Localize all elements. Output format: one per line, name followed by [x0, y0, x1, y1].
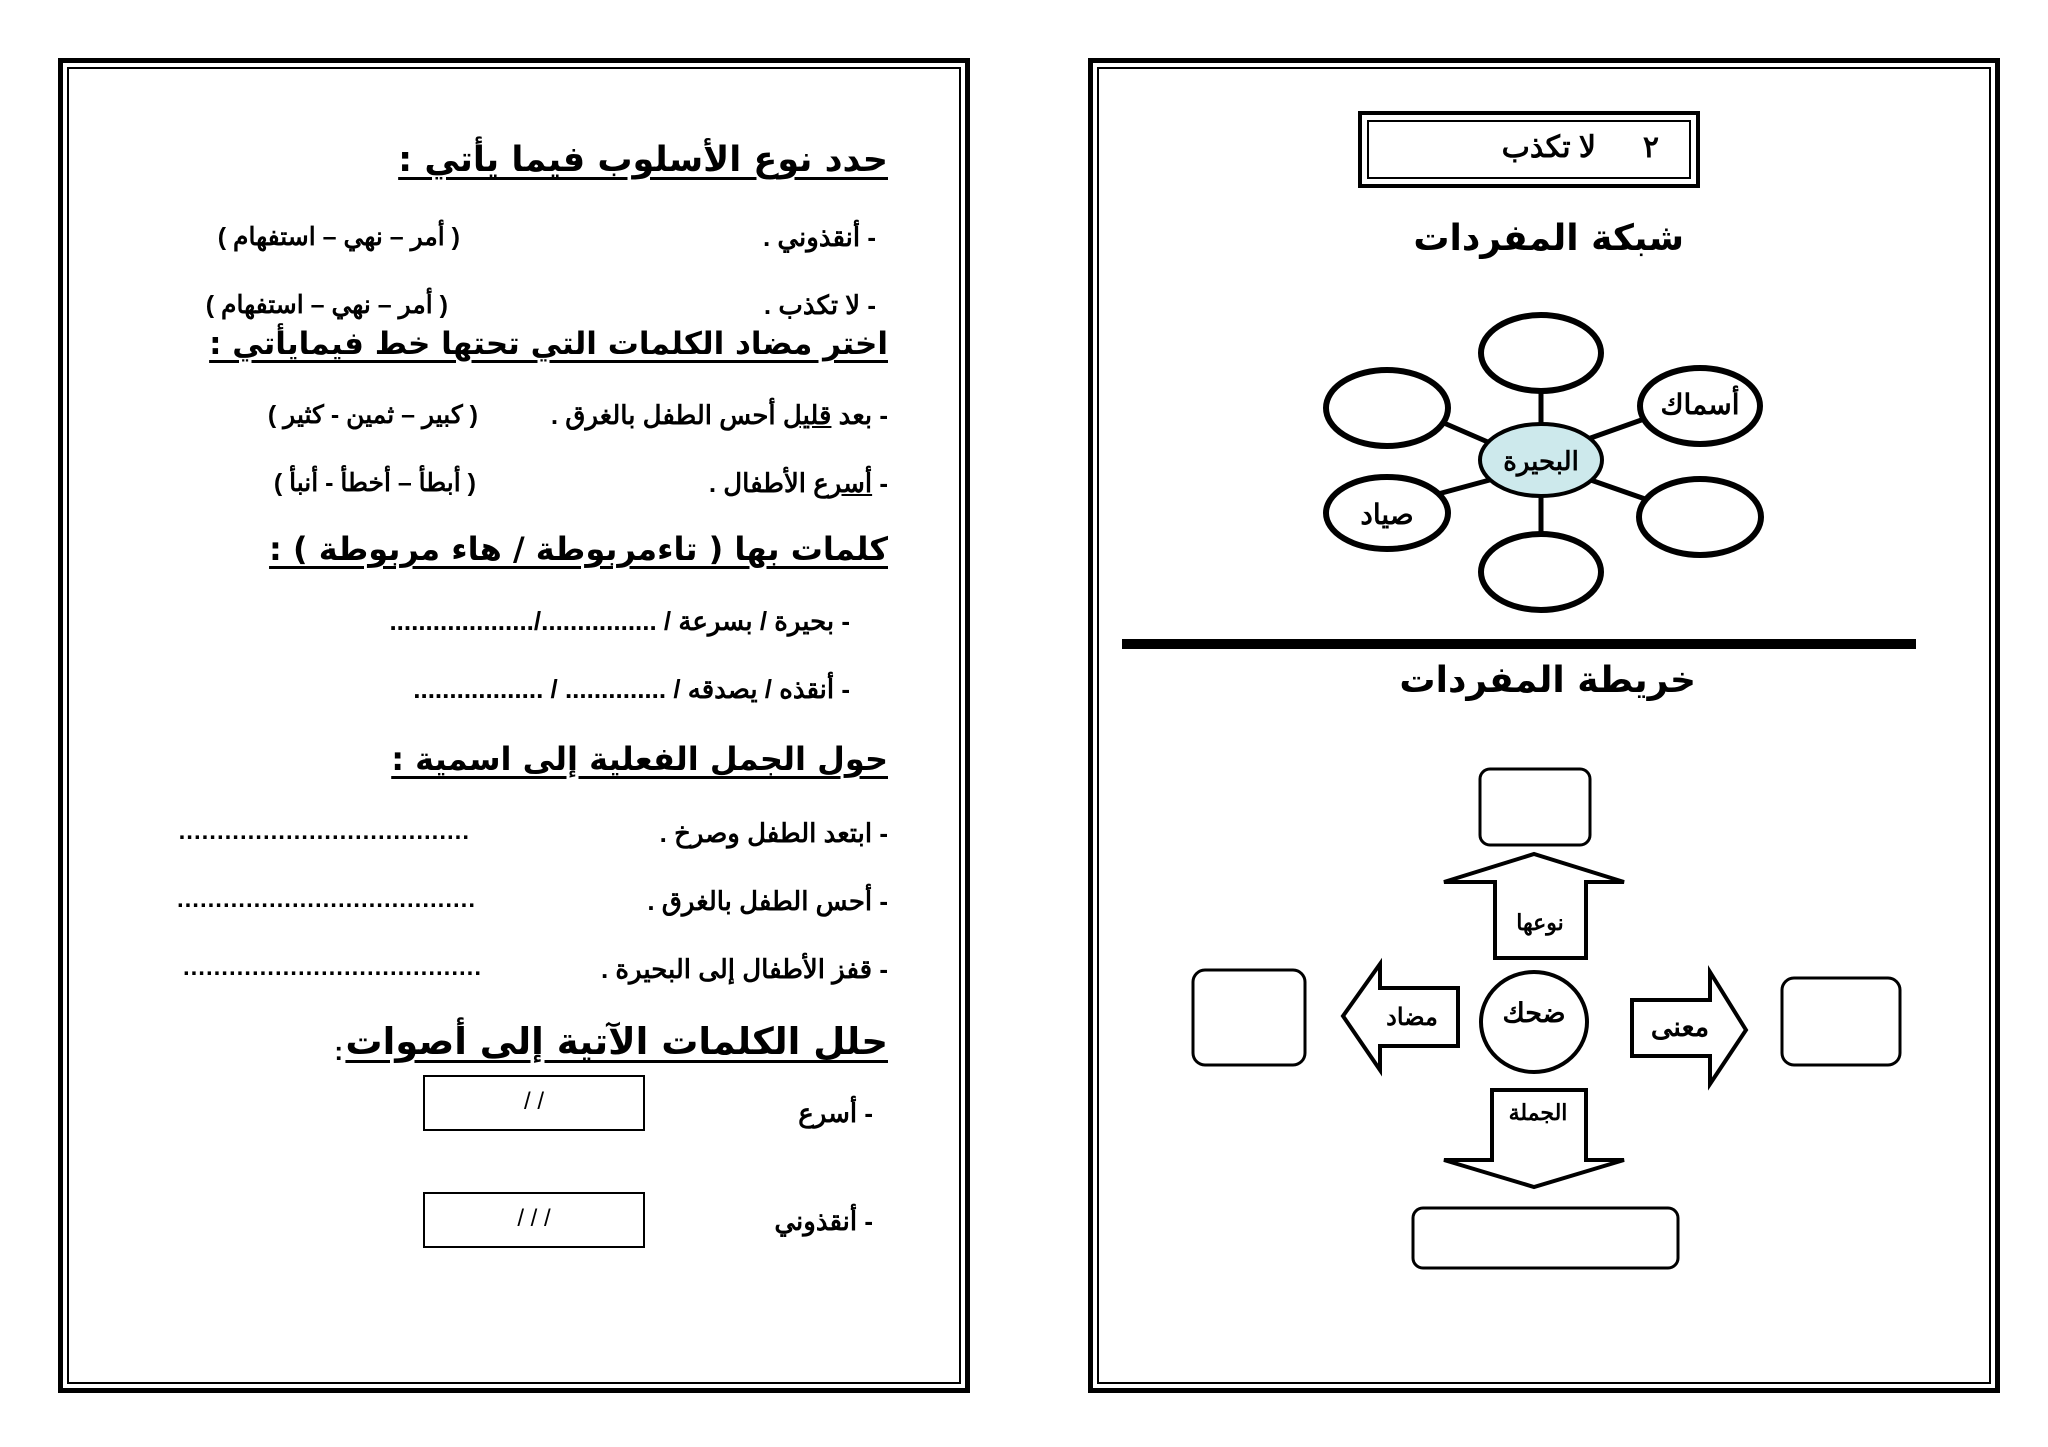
q4-item-2: - أحس الطفل بالغرق . — [647, 886, 888, 916]
q4-item-1: - ابتعد الطفل وصرخ . — [659, 818, 888, 848]
web-node-upper-left[interactable] — [1326, 370, 1448, 446]
q1-options-2: ( أمر – نهي – استفهام ) — [205, 291, 448, 319]
map-box-top[interactable] — [1480, 769, 1590, 845]
q2-item-2-underlined: أسرع — [813, 468, 873, 498]
q4-dots-2: ....................................... — [176, 886, 476, 913]
map-box-right[interactable] — [1782, 978, 1900, 1065]
web-node-lower-right[interactable] — [1639, 479, 1761, 555]
map-arrow-up — [1444, 854, 1624, 958]
map-center-label: ضحك — [1502, 998, 1566, 1028]
map-arrow-right-label: معنى — [1650, 1012, 1710, 1042]
q5-word-1: - أسرع — [798, 1098, 873, 1128]
web-label-bottom-left: صياد — [1360, 499, 1414, 530]
web-center-label: البحيرة — [1503, 446, 1579, 476]
q3-row-2: - أنقذه / يصدقه / .............. / .................. — [413, 674, 850, 704]
q2-heading: اختر مضاد الكلمات التي تحتها خط فيمايأتي : — [209, 326, 888, 362]
q5-heading: حلل الكلمات الآتية إلى أصوات — [345, 1020, 888, 1063]
q3-row-1: - بحيرة / بسرعة / ................/.................... — [389, 606, 850, 636]
q2-options-2: ( أبطأ – أخطأ - أنبأ ) — [273, 469, 476, 497]
q1-options-1: ( أمر – نهي – استفهام ) — [217, 223, 460, 251]
map-arrow-up-label: نوعها — [1516, 910, 1564, 935]
q5-answer-box-1[interactable]: / / — [423, 1075, 645, 1131]
web-node-bottom[interactable] — [1481, 534, 1601, 610]
q5-colon: : — [334, 1036, 343, 1066]
web-spoke-lower-right — [1585, 478, 1648, 500]
q5-word-2: - أنقذوني — [774, 1206, 873, 1236]
q1-item-2: - لا تكذب . — [763, 290, 876, 320]
map-arrow-left-label: مضاد — [1386, 1004, 1438, 1031]
q1-item-1: - أنقذوني . — [762, 222, 876, 252]
q3-heading: كلمات بها ( تاءمربوطة / هاء مربوطة ) : — [269, 530, 888, 568]
q4-item-3: - قفز الأطفال إلى البحيرة . — [600, 954, 888, 984]
vocab-web-title: شبكة المفردات — [1413, 218, 1684, 259]
q4-heading: حول الجمل الفعلية إلى اسمية : — [391, 740, 888, 778]
vocab-map-title: خريطة المفردات — [1399, 660, 1696, 701]
q2-options-1: ( كبير – ثمين - كثير ) — [267, 401, 478, 429]
web-label-top-right: أسماك — [1660, 389, 1740, 420]
q2-item-2-after: الأطفال . — [708, 468, 814, 498]
q2-item-1-after: أحس الطفل بالغرق . — [550, 400, 783, 430]
q2-item-1-underlined: قليل — [782, 400, 832, 430]
q2-item-1-before: - بعد — [831, 400, 888, 430]
q4-dots-3: ....................................... — [182, 954, 482, 981]
web-spoke-upper-right — [1585, 418, 1647, 440]
q1-heading: حدد نوع الأسلوب فيما يأتي : — [398, 140, 888, 180]
q4-dots-1: ...................................... — [178, 818, 470, 845]
q5-answer-box-2[interactable]: / / / — [423, 1192, 645, 1248]
lesson-number: ٢ — [1642, 131, 1659, 164]
map-box-bottom[interactable] — [1413, 1208, 1678, 1268]
lesson-title: لا تكذب — [1501, 131, 1596, 164]
map-box-left[interactable] — [1193, 970, 1305, 1065]
map-arrow-down-label: الجملة — [1508, 1100, 1568, 1125]
q2-item-2-before: - — [872, 468, 888, 498]
web-node-top[interactable] — [1481, 315, 1601, 391]
